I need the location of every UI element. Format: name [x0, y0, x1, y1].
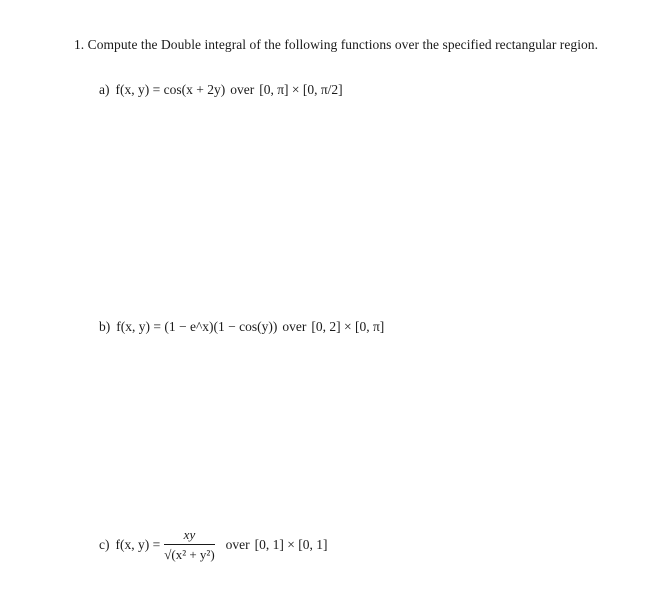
part-b-label: b) [99, 319, 111, 334]
part-a [99, 82, 343, 98]
part-b-region: [0, 2] × [0, π] [311, 319, 385, 334]
part-c-numerator: xy [183, 527, 196, 542]
part-a-function: f(x, y) = cos(x + 2y) [115, 82, 226, 97]
part-c [99, 527, 328, 562]
part-c-denominator: √(x² + y²) [164, 547, 215, 562]
part-a-label: a) [99, 82, 110, 97]
part-c-connector: over [225, 536, 250, 552]
part-a-region: [0, π] × [0, π/2] [259, 82, 343, 97]
part-b [99, 319, 384, 335]
part-c-function-lhs: f(x, y) = [115, 536, 161, 552]
part-c-fraction [164, 527, 214, 562]
problem-heading: 1. Compute the Double integral of the following functions over the specified rectangular region. [74, 37, 599, 52]
part-b-connector: over [282, 319, 307, 334]
part-c-label: c) [99, 536, 110, 552]
part-c-region: [0, 1] × [0, 1] [254, 536, 328, 552]
part-a-connector: over [230, 82, 255, 97]
part-b-function: f(x, y) = (1 − e^x)(1 − cos(y)) [116, 319, 278, 334]
